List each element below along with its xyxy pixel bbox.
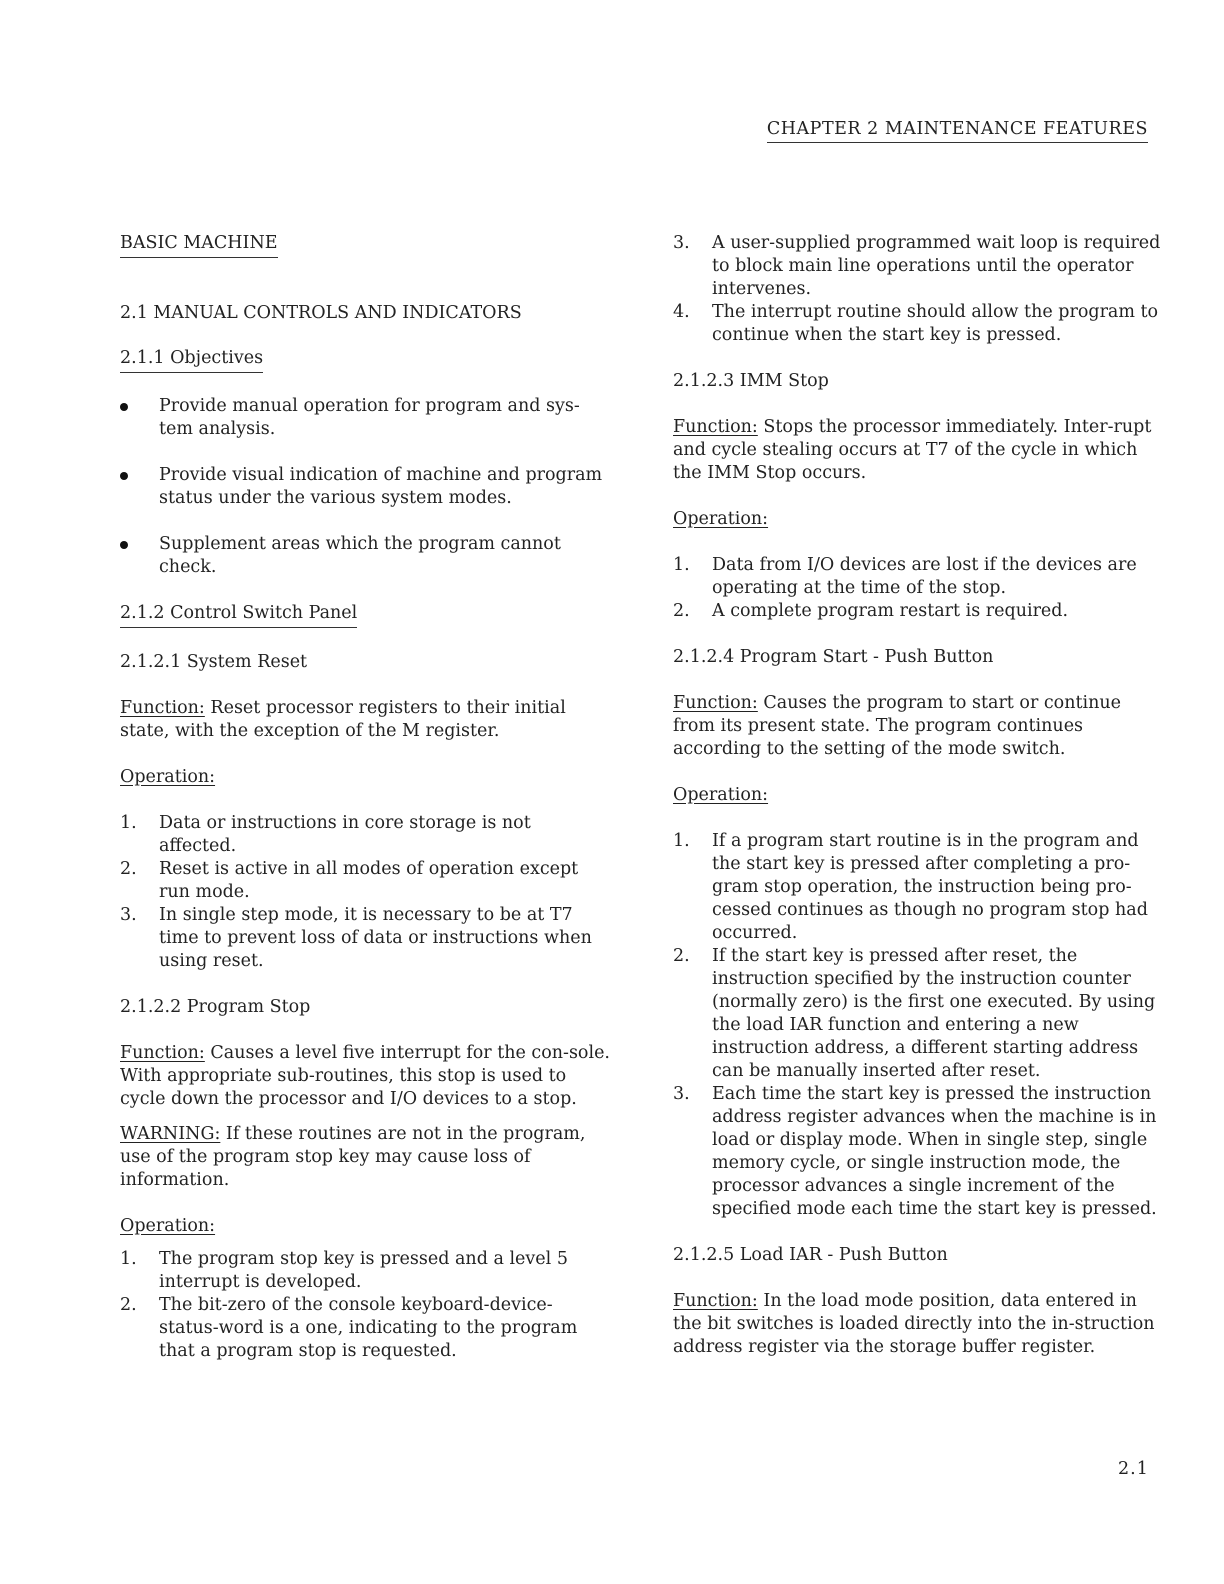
imm-operations-list (673, 554, 1163, 623)
list-item: 2. A complete program restart is required. (673, 601, 1069, 621)
start-function: Function: Causes the program to start or continue from its present state. The program continues according to the setting of the mode switch. (673, 693, 1122, 759)
chapter-header: CHAPTER 2 MAINTENANCE FEATURES (767, 118, 1148, 143)
heading-2-1-1: 2.1.1 Objectives (120, 347, 263, 373)
page-number: 2.1 (1118, 1459, 1149, 1479)
reset-operations-list (120, 812, 612, 973)
imm-function: Function: Stops the processor immediately. Inter-rupt and cycle stealing occurs at T7 of the cycle in which the IMM Stop occurs. (673, 417, 1152, 483)
list-item: 1. Data or instructions in core storage is not affected. (120, 813, 531, 856)
stop-operations-continued (673, 232, 1163, 347)
list-item: 1. The program stop key is pressed and a level 5 interrupt is developed. (120, 1249, 568, 1292)
bullet-icon (120, 403, 128, 411)
function-label: Function: (120, 1043, 205, 1063)
stop-operations-list (120, 1248, 612, 1363)
operation-label: Operation: (673, 509, 769, 529)
section-heading: BASIC MACHINE (120, 232, 278, 258)
start-operations-list (673, 830, 1163, 1221)
left-column (120, 232, 612, 1363)
right-column (673, 232, 1163, 1359)
heading-2-1-2-4: 2.1.2.4 Program Start - Push Button (673, 647, 994, 667)
bullet-item: Supplement areas which the program cannot check. (120, 533, 612, 579)
function-label: Function: (673, 417, 758, 437)
operation-label: Operation: (673, 785, 769, 805)
function-label: Function: (673, 1291, 758, 1311)
list-item: 1. Data from I/O devices are lost if the devices are operating at the time of the stop. (673, 555, 1137, 598)
list-item: 3. A user-supplied programmed wait loop is required to block main line operations until the operator intervenes. (673, 233, 1161, 299)
list-item: 1. If a program start routine is in the program and the start key is pressed after completing a pro-gram stop operation, the instruction being pro-cessed continues as though no program stop had occurred. (673, 831, 1148, 943)
bullet-icon (120, 541, 128, 549)
function-label: Function: (673, 693, 758, 713)
bullet-item: Provide visual indication of machine and program status under the various system modes. (120, 464, 612, 510)
heading-2-1-2-5: 2.1.2.5 Load IAR - Push Button (673, 1245, 948, 1265)
warning-label: WARNING: (120, 1124, 221, 1144)
objectives-list (120, 395, 612, 579)
list-item: 4. The interrupt routine should allow the program to continue when the start key is pressed. (673, 302, 1159, 345)
warning-paragraph: WARNING: If these routines are not in the program, use of the program stop key may cause loss of information. (120, 1124, 586, 1190)
list-item: 2. The bit-zero of the console keyboard-device-status-word is a one, indicating to the program that a program stop is requested. (120, 1295, 578, 1361)
list-item: 2. If the start key is pressed after reset, the instruction specified by the instruction counter (normally zero) is the first one executed. By using the load IAR function and entering a new instruction address, a different starting address can be manually inserted after reset. (673, 946, 1156, 1081)
function-label: Function: (120, 698, 205, 718)
list-item: 3. Each time the start key is pressed the instruction address register advances when the machine is in load or display mode. When in single step, single memory cycle, or single instruction mode, the processor advances a single increment of the specified mode each time the start key is pressed. (673, 1084, 1157, 1219)
heading-2-1-2-3: 2.1.2.3 IMM Stop (673, 371, 829, 391)
stop-function: Function: Causes a level five interrupt for the con-sole. With appropriate sub-routines, this stop is used to cycle down the processor and I/O devices to a stop. (120, 1043, 610, 1109)
reset-function: Function: Reset processor registers to their initial state, with the exception of the M register. (120, 698, 566, 741)
heading-2-1-2-1: 2.1.2.1 System Reset (120, 652, 308, 672)
iar-function: Function: In the load mode position, data entered in the bit switches is loaded directly into the in-struction address register via the storage buffer register. (673, 1291, 1155, 1357)
operation-label: Operation: (120, 1216, 216, 1236)
list-item: 2. Reset is active in all modes of operation except run mode. (120, 859, 579, 902)
heading-2-1-2-2: 2.1.2.2 Program Stop (120, 997, 311, 1017)
heading-2-1-2: 2.1.2 Control Switch Panel (120, 602, 357, 628)
bullet-icon (120, 472, 128, 480)
operation-label: Operation: (120, 767, 216, 787)
bullet-item: Provide manual operation for program and sys-tem analysis. (120, 395, 612, 441)
heading-2-1: 2.1 MANUAL CONTROLS AND INDICATORS (120, 303, 522, 323)
list-item: 3. In single step mode, it is necessary to be at T7 time to prevent loss of data or instructions when using reset. (120, 905, 592, 971)
